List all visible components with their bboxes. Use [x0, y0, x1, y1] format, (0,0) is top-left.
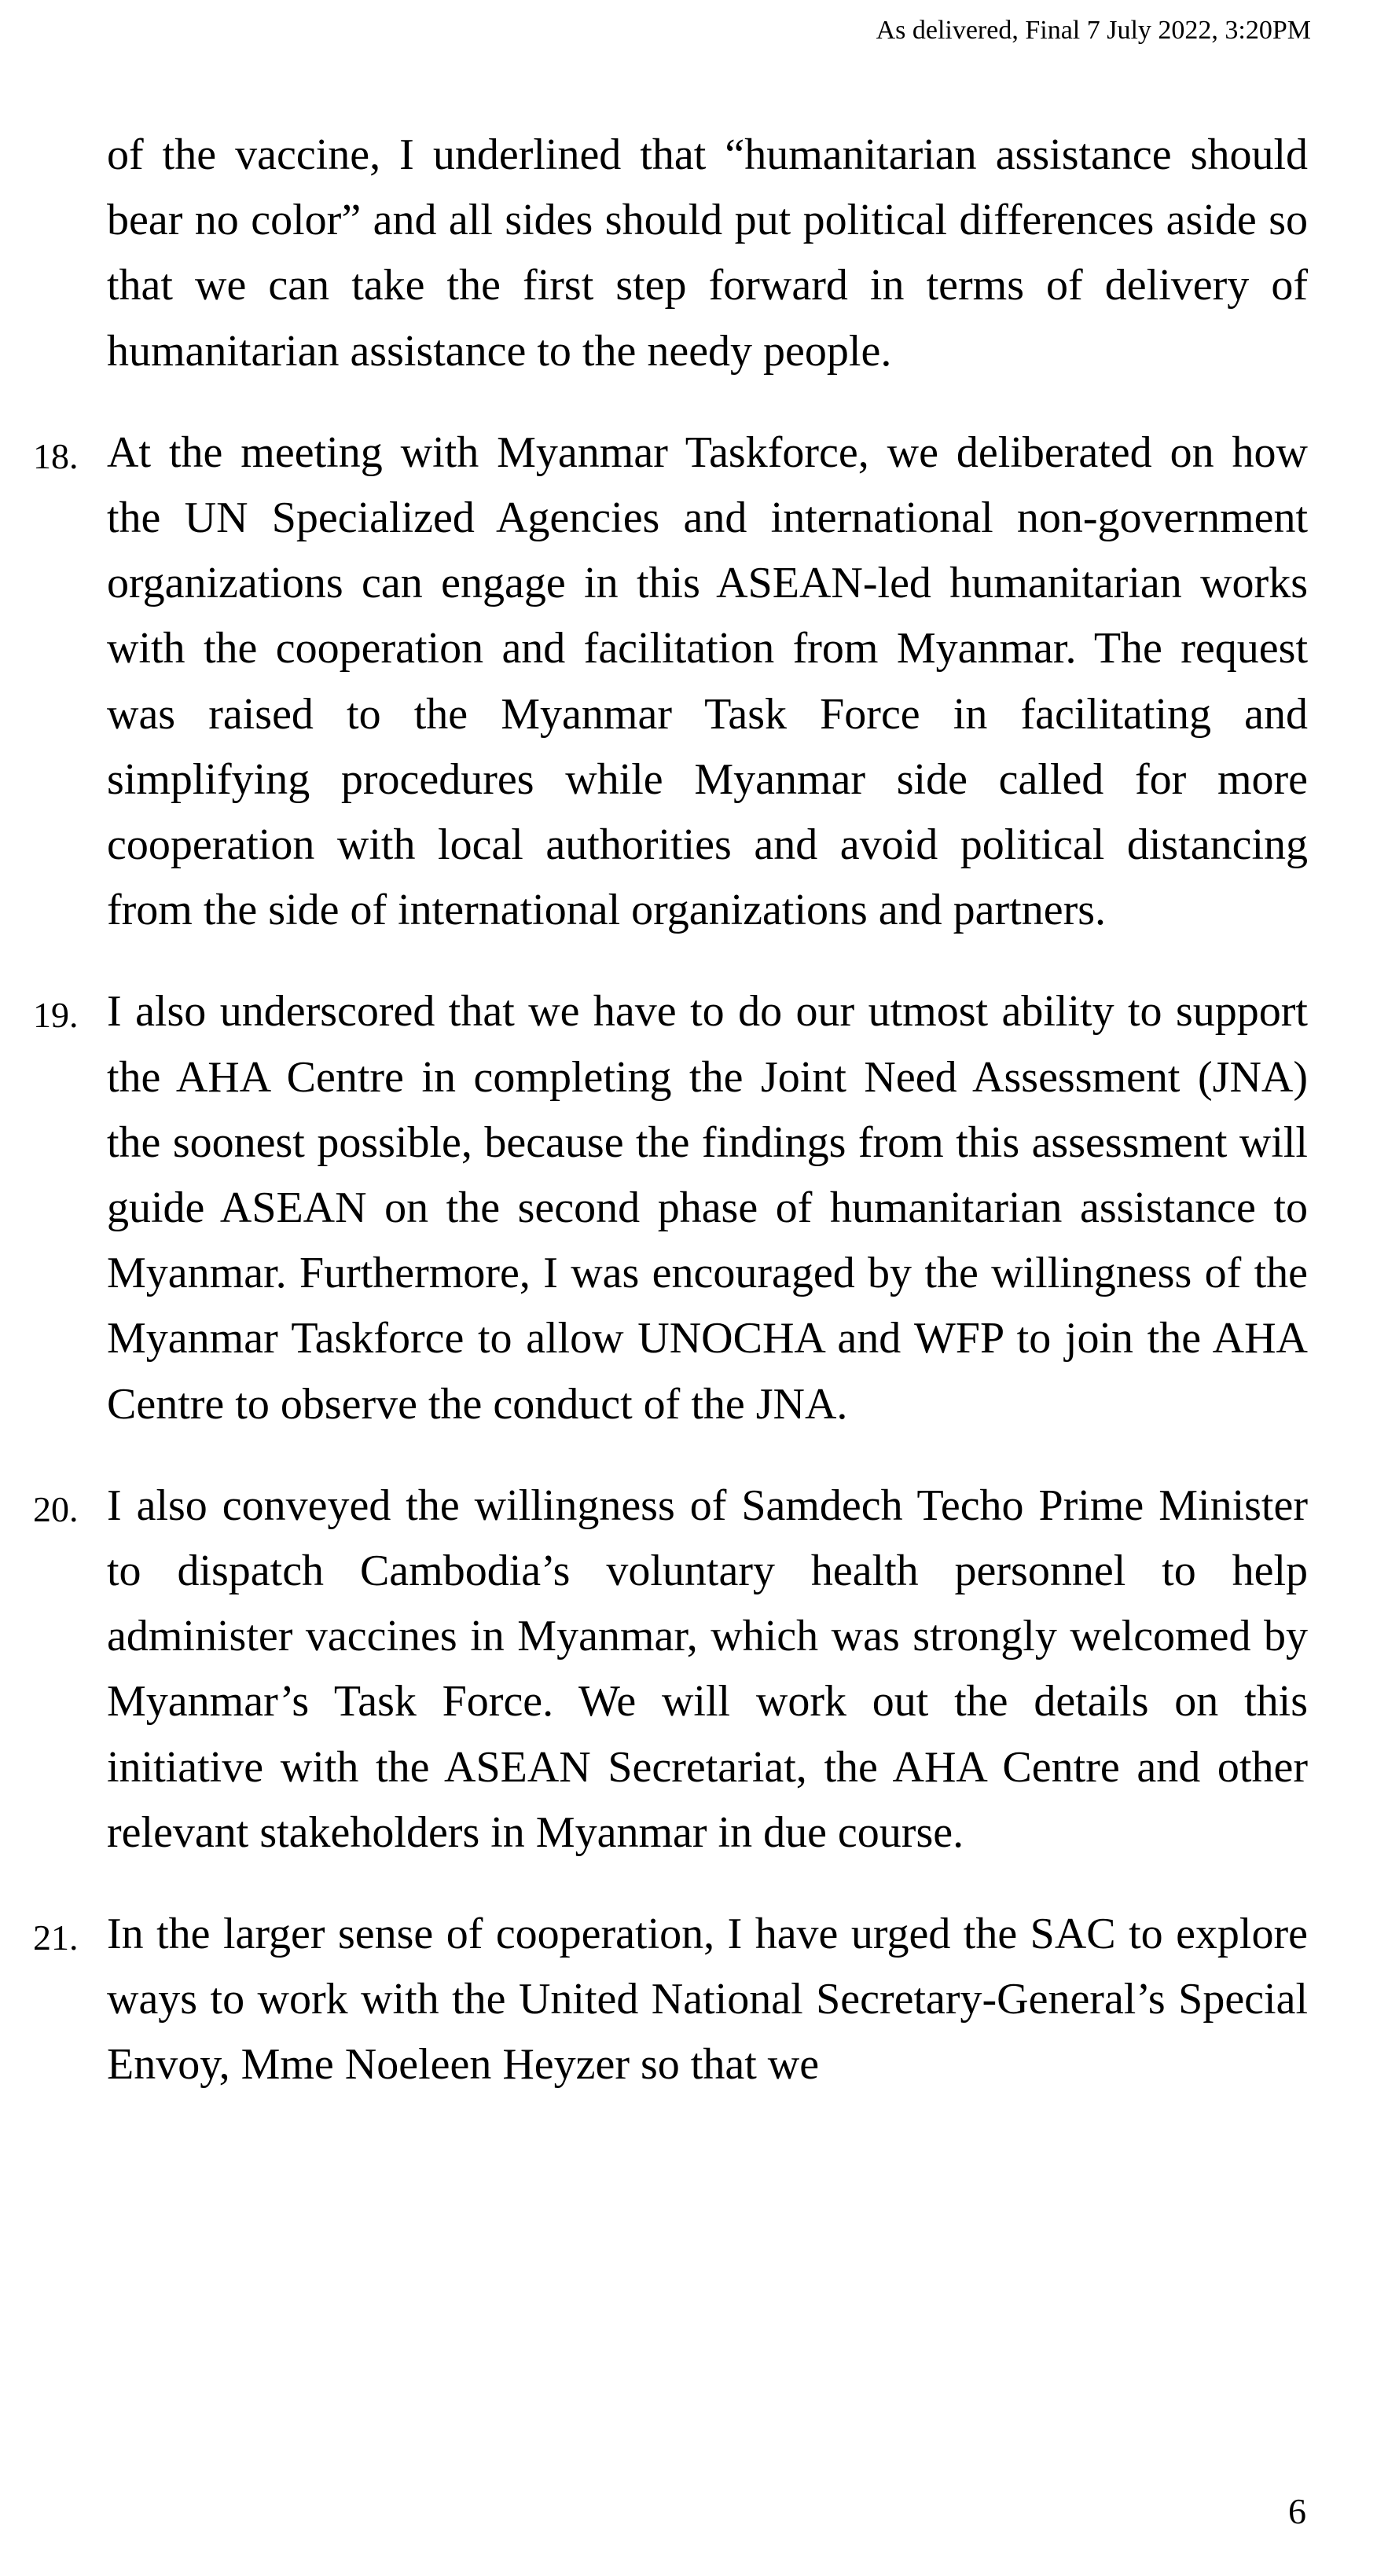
paragraph-text: At the meeting with Myanmar Taskforce, we deliberated on how the UN Specialized Agencies and international non-government organizations can engage in this ASEAN-led humanitarian works with the cooperation and facilitation from Myanmar. The request was raised to the Myanmar Task Force in facilitating and simplifying procedures while Myanmar side called for more cooperation with local authorities and avoid political distancing from the side of international organizations and partners.	[107, 427, 1308, 935]
paragraph-number: 20.	[33, 1488, 79, 1529]
paragraph-21	[33, 1902, 1308, 2098]
paragraph-text: I also underscored that we have to do our utmost ability to support the AHA Centre in completing the Joint Need Assessment (JNA) the soonest possible, because the findings from this assessment will guide ASEAN on the second phase of humanitarian assistance to Myanmar. Furthermore, I was encouraged by the willingness of the Myanmar Taskforce to allow UNOCHA and WFP to join the AHA Centre to observe the conduct of the JNA.	[107, 987, 1308, 1429]
paragraph-number: 21.	[33, 1917, 79, 1958]
paragraph-continued	[107, 123, 1308, 384]
paragraph-19	[33, 979, 1308, 1437]
paragraph-text: I also conveyed the willingness of Samdech Techo Prime Minister to dispatch Cambodia’s voluntary health personnel to help administer vaccines in Myanmar, which was strongly welcomed by Myanmar’s Task Force. We will work out the details on this initiative with the ASEAN Secretariat, the AHA Centre and other relevant stakeholders in Myanmar in due course.	[107, 1481, 1308, 1857]
paragraph-text: of the vaccine, I underlined that “humanitarian assistance should bear no color” and all sides should put political differences aside so that we can take the first step forward in terms of delivery of humanitarian assistance to the needy people.	[107, 130, 1308, 376]
document-body	[33, 123, 1308, 2134]
paragraph-text: In the larger sense of cooperation, I have urged the SAC to explore ways to work with the United National Secretary-General’s Special Envoy, Mme Noeleen Heyzer so that we	[107, 1910, 1308, 2090]
paragraph-number: 18.	[33, 435, 79, 476]
paragraph-20	[33, 1473, 1308, 1866]
paragraph-number: 19.	[33, 995, 79, 1036]
document-header-status: As delivered, Final 7 July 2022, 3:20PM	[876, 16, 1311, 45]
page-number: 6	[1288, 2491, 1306, 2531]
paragraph-18	[33, 420, 1308, 944]
